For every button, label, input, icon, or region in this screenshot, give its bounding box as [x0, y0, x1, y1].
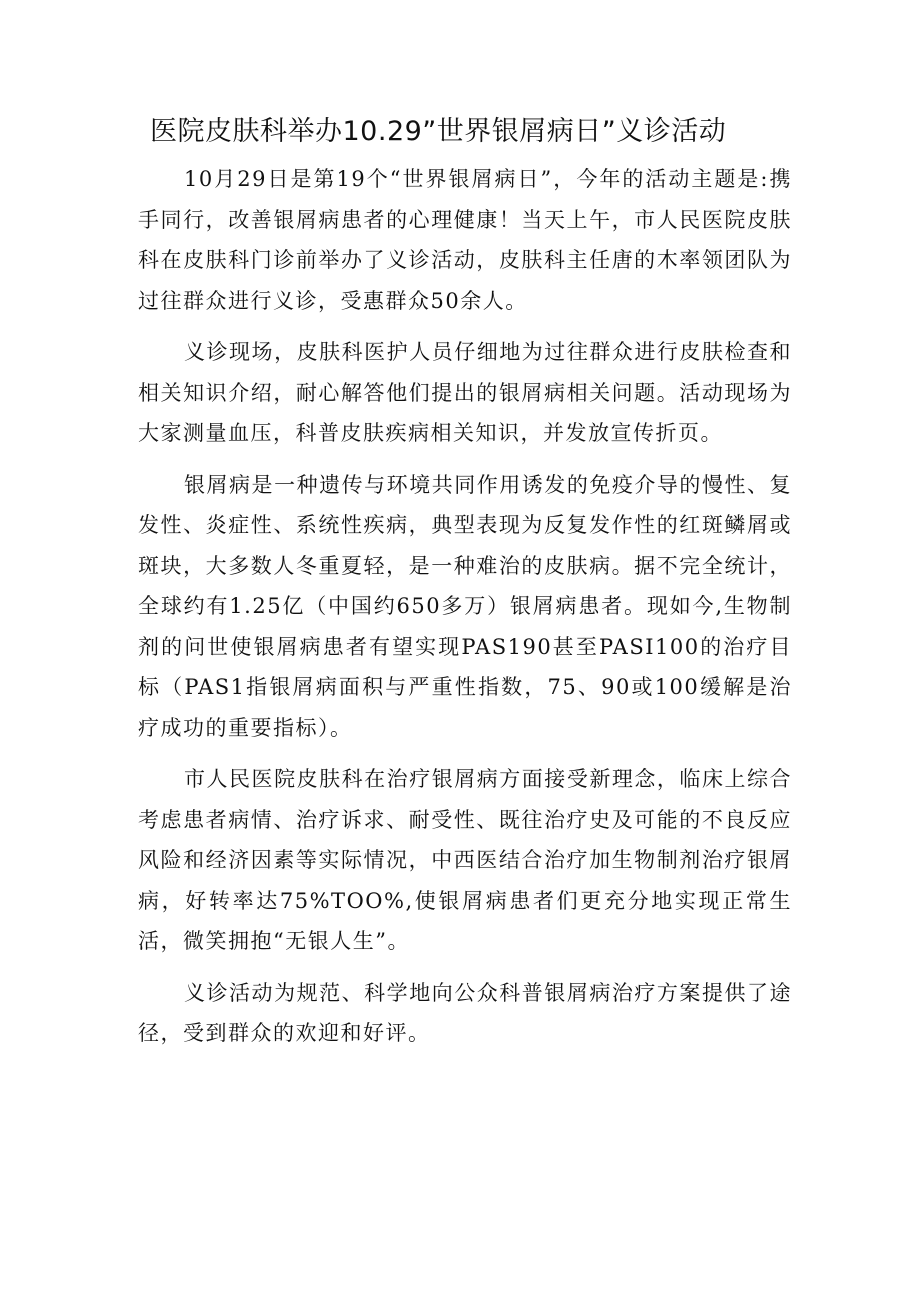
document-body: [138, 159, 792, 1065]
paragraph-5: 义诊活动为规范、科学地向公众科普银屑病治疗方案提供了途径，受到群众的欢迎和好评。: [138, 980, 792, 1045]
paragraph-4: 市人民医院皮肤科在治疗银屑病方面接受新理念，临床上综合考虑患者病情、治疗诉求、耐受性、既往治疗史及可能的不良反应风险和经济因素等实际情况，中西医结合治疗加生物制剂治疗银屑病，好转率达75%TOO%,使银屑病患者们更充分地实现正常生活，微笑拥抱“无银人生”。: [138, 767, 792, 953]
paragraph-2: 义诊现场，皮肤科医护人员仔细地为过往群众进行皮肤检查和相关知识介绍，耐心解答他们提出的银屑病相关问题。活动现场为大家测量血压，科普皮肤疾病相关知识，并发放宣传折页。: [138, 340, 792, 445]
paragraph-3: 银屑病是一种遗传与环境共同作用诱发的免疫介导的慢性、复发性、炎症性、系统性疾病，典型表现为反复发作性的红斑鳞屑或斑块，大多数人冬重夏轻，是一种难治的皮肤病。据不完全统计，全球约有1.25亿（中国约650多万）银屑病患者。现如今,生物制剂的问世使银屑病患者有望实现PAS190甚至PASI100的治疗目标（PAS1指银屑病面积与严重性指数，75、90或100缓解是治疗成功的重要指标）。: [138, 472, 792, 740]
document-title: 医院皮肤科举办10.29”世界银屑病日”义诊活动: [150, 116, 727, 147]
paragraph-1: 10月29日是第19个“世界银屑病日”，今年的活动主题是:携手同行，改善银屑病患者的心理健康！当天上午，市人民医院皮肤科在皮肤科门诊前举办了义诊活动，皮肤科主任唐的木率领团队为过往群众进行义诊，受惠群众50余人。: [138, 167, 792, 313]
